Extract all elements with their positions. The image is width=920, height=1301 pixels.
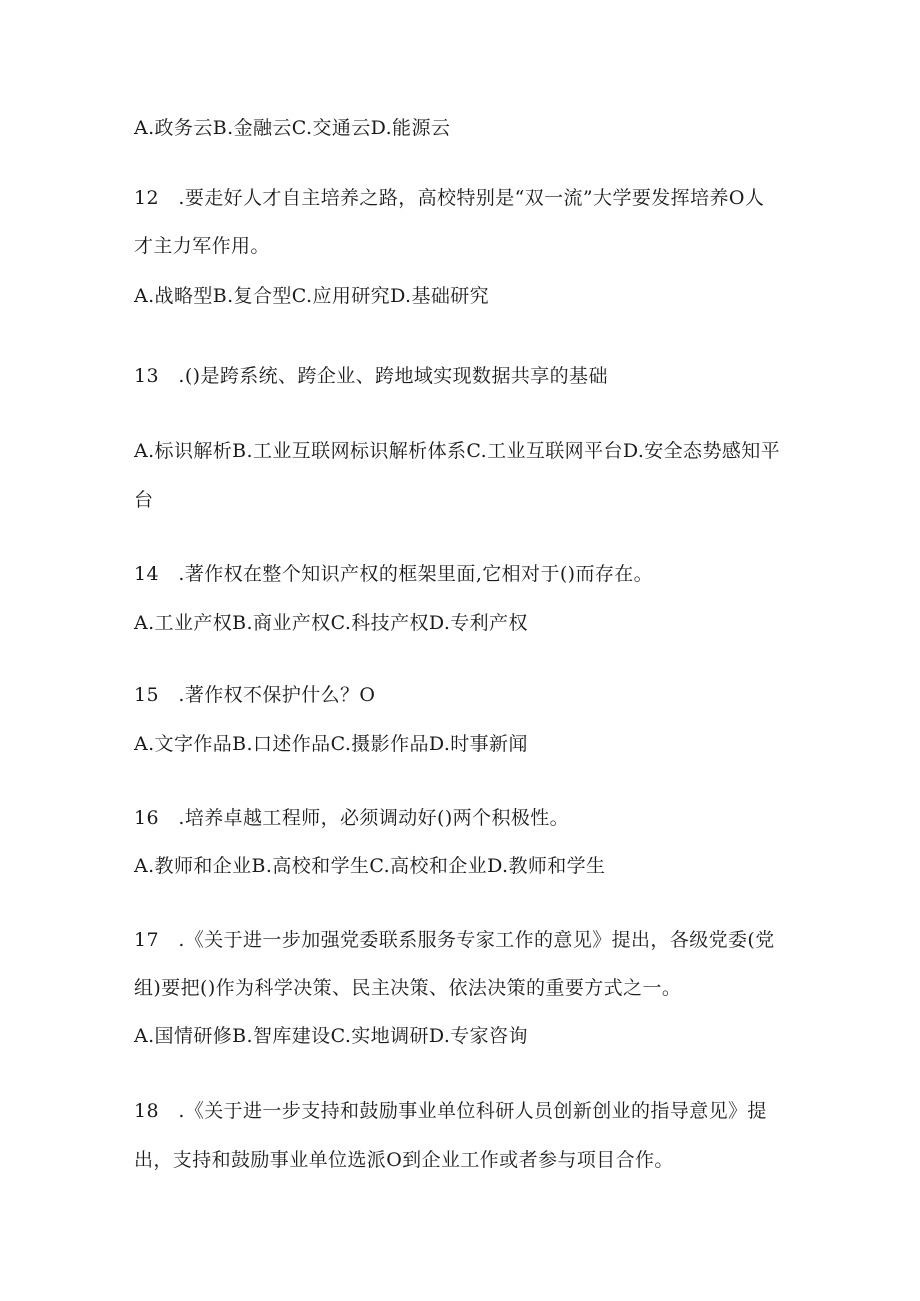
question-line: 13 .()是跨系统、跨企业、跨地域实现数据共享的基础 bbox=[134, 365, 608, 387]
options-line: A.政务云B.金融云C.交通云D.能源云 bbox=[134, 117, 451, 139]
options-line: A.战略型B.复合型C.应用研究D.基础研究 bbox=[134, 285, 490, 307]
question-line: 组)要把()作为科学决策、民主决策、依法决策的重要方式之一。 bbox=[134, 977, 682, 999]
question-line: 才主力军作用。 bbox=[134, 235, 270, 257]
options-line: 台 bbox=[134, 489, 154, 511]
question-line: 出，支持和鼓励事业单位选派O到企业工作或者参与项目合作。 bbox=[134, 1149, 674, 1171]
options-line: A.工业产权B.商业产权C.科技产权D.专利产权 bbox=[134, 612, 528, 634]
question-line: 17 .《关于进一步加强党委联系服务专家工作的意见》提出，各级党委(党 bbox=[134, 929, 775, 951]
options-line: A.文字作品B.口述作品C.摄影作品D.时事新闻 bbox=[134, 733, 528, 755]
question-line: 12 .要走好人才自主培养之路，高校特别是“双一流”大学要发挥培养O人 bbox=[134, 187, 765, 209]
options-line: A.标识解析B.工业互联网标识解析体系C.工业互联网平台D.安全态势感知平 bbox=[134, 440, 781, 462]
options-line: A.教师和企业B.高校和学生C.高校和企业D.教师和学生 bbox=[134, 855, 606, 877]
question-line: 18 .《关于进一步支持和鼓励事业单位科研人员创新创业的指导意见》提 bbox=[134, 1100, 767, 1122]
question-line: 15 .著作权不保护什么？O bbox=[134, 684, 376, 706]
options-line: A.国情研修B.智库建设C.实地调研D.专家咨询 bbox=[134, 1025, 528, 1047]
question-line: 14 .著作权在整个知识产权的框架里面,它相对于()而存在。 bbox=[134, 563, 654, 585]
question-line: 16 .培养卓越工程师，必须调动好()两个积极性。 bbox=[134, 807, 570, 829]
